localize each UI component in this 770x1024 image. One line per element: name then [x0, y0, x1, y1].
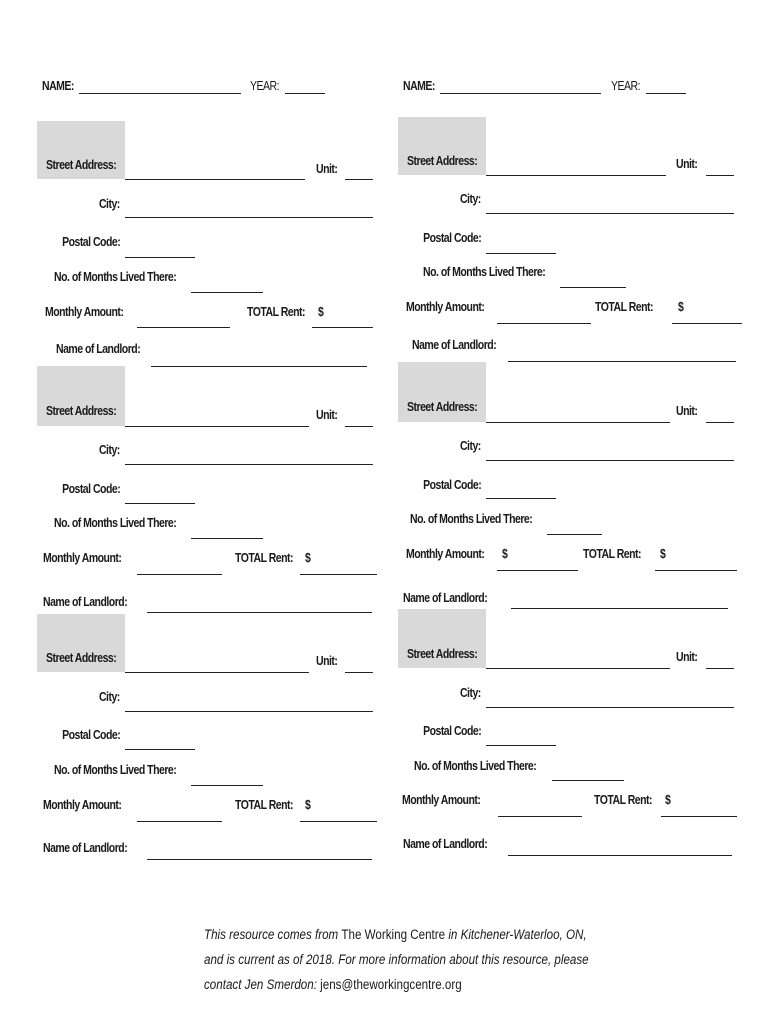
- landlord-label: Name of Landlord:: [412, 338, 497, 352]
- monthly-field[interactable]: [498, 816, 582, 817]
- unit-field[interactable]: [706, 668, 734, 669]
- year-field[interactable]: [646, 93, 686, 94]
- postal-label: Postal Code:: [61, 235, 120, 249]
- postal-label: Postal Code:: [61, 728, 120, 742]
- postal-field[interactable]: [486, 498, 556, 499]
- footer-text: This resource comes from: [204, 927, 342, 942]
- landlord-field[interactable]: [147, 612, 372, 613]
- name-field[interactable]: [79, 93, 241, 94]
- contact-email: jens@theworkingcentre.org: [320, 977, 462, 992]
- unit-field[interactable]: [345, 672, 373, 673]
- total-field[interactable]: [300, 821, 377, 822]
- monthly-label: Monthly Amount:: [43, 798, 122, 812]
- street-field[interactable]: [125, 426, 309, 427]
- street-label: Street Address:: [46, 404, 117, 418]
- postal-field[interactable]: [125, 257, 195, 258]
- unit-field[interactable]: [345, 426, 373, 427]
- total-label: TOTAL Rent:: [235, 798, 294, 812]
- city-label: City:: [99, 443, 120, 457]
- street-label: Street Address:: [46, 158, 117, 172]
- street-label: Street Address:: [46, 651, 117, 665]
- dollar-sign: $: [678, 300, 684, 314]
- dollar-sign: $: [660, 547, 666, 561]
- city-label: City:: [99, 690, 120, 704]
- name-label: NAME:: [42, 79, 74, 93]
- monthly-label: Monthly Amount:: [402, 793, 481, 807]
- postal-field[interactable]: [125, 503, 195, 504]
- months-field[interactable]: [191, 785, 263, 786]
- footer-text: in Kitchener-Waterloo, ON,: [445, 927, 587, 942]
- landlord-label: Name of Landlord:: [403, 591, 488, 605]
- months-label: No. of Months Lived There:: [54, 516, 177, 530]
- organization-name: The Working Centre: [341, 927, 446, 942]
- monthly-field[interactable]: [137, 574, 222, 575]
- city-field[interactable]: [486, 213, 734, 214]
- months-field[interactable]: [560, 287, 626, 288]
- postal-label: Postal Code:: [422, 231, 481, 245]
- unit-field[interactable]: [345, 179, 373, 180]
- monthly-label: Monthly Amount:: [45, 305, 124, 319]
- postal-label: Postal Code:: [61, 482, 120, 496]
- months-field[interactable]: [552, 780, 624, 781]
- footer-line-1: [204, 922, 587, 947]
- monthly-label: Monthly Amount:: [406, 547, 485, 561]
- months-label: No. of Months Lived There:: [54, 270, 177, 284]
- footer-text: contact Jen Smerdon:: [204, 977, 321, 992]
- landlord-label: Name of Landlord:: [56, 342, 141, 356]
- landlord-field[interactable]: [151, 366, 367, 367]
- monthly-label: Monthly Amount:: [406, 300, 485, 314]
- postal-label: Postal Code:: [422, 478, 481, 492]
- landlord-field[interactable]: [508, 855, 732, 856]
- name-field[interactable]: [440, 93, 601, 94]
- street-field[interactable]: [486, 422, 670, 423]
- dollar-sign: $: [502, 547, 508, 561]
- months-label: No. of Months Lived There:: [423, 265, 546, 279]
- street-field[interactable]: [125, 672, 309, 673]
- city-field[interactable]: [125, 464, 373, 465]
- street-label: Street Address:: [407, 400, 478, 414]
- total-field[interactable]: [672, 323, 742, 324]
- monthly-label: Monthly Amount:: [43, 551, 122, 565]
- monthly-field[interactable]: [497, 570, 578, 571]
- city-label: City:: [460, 686, 481, 700]
- footer-line-3: [204, 972, 548, 997]
- unit-label: Unit:: [316, 408, 338, 422]
- postal-label: Postal Code:: [422, 724, 481, 738]
- unit-label: Unit:: [316, 654, 338, 668]
- city-label: City:: [460, 192, 481, 206]
- unit-label: Unit:: [676, 404, 698, 418]
- total-field[interactable]: [661, 816, 737, 817]
- landlord-label: Name of Landlord:: [43, 595, 128, 609]
- months-field[interactable]: [191, 292, 263, 293]
- landlord-label: Name of Landlord:: [403, 837, 488, 851]
- landlord-label: Name of Landlord:: [43, 841, 128, 855]
- total-label: TOTAL Rent:: [247, 305, 306, 319]
- postal-field[interactable]: [486, 745, 556, 746]
- postal-field[interactable]: [486, 253, 556, 254]
- city-label: City:: [460, 439, 481, 453]
- dollar-sign: $: [318, 305, 324, 319]
- total-field[interactable]: [655, 570, 737, 571]
- unit-label: Unit:: [316, 162, 338, 176]
- street-label: Street Address:: [407, 647, 478, 661]
- unit-label: Unit:: [676, 650, 698, 664]
- landlord-field[interactable]: [147, 859, 372, 860]
- total-label: TOTAL Rent:: [594, 793, 653, 807]
- monthly-field[interactable]: [137, 327, 230, 328]
- footer-text: and is current as of 2018. For more information about this resource, please: [204, 952, 589, 967]
- street-field[interactable]: [486, 175, 666, 176]
- unit-field[interactable]: [706, 422, 734, 423]
- unit-label: Unit:: [676, 157, 698, 171]
- total-field[interactable]: [300, 574, 377, 575]
- year-field[interactable]: [285, 93, 325, 94]
- landlord-field[interactable]: [511, 608, 728, 609]
- year-label: YEAR:: [611, 79, 640, 93]
- name-label: NAME:: [403, 79, 435, 93]
- postal-field[interactable]: [125, 749, 195, 750]
- street-field[interactable]: [486, 668, 670, 669]
- city-field[interactable]: [486, 460, 734, 461]
- footer-line-2: [204, 947, 589, 972]
- unit-field[interactable]: [706, 175, 734, 176]
- months-field[interactable]: [547, 534, 602, 535]
- monthly-field[interactable]: [497, 323, 591, 324]
- dollar-sign: $: [665, 793, 671, 807]
- city-field[interactable]: [125, 711, 373, 712]
- dollar-sign: $: [305, 798, 311, 812]
- city-field[interactable]: [486, 707, 734, 708]
- city-field[interactable]: [125, 217, 373, 218]
- year-label: YEAR:: [250, 79, 279, 93]
- months-field[interactable]: [191, 538, 263, 539]
- months-label: No. of Months Lived There:: [54, 763, 177, 777]
- total-label: TOTAL Rent:: [235, 551, 294, 565]
- city-label: City:: [99, 197, 120, 211]
- dollar-sign: $: [305, 551, 311, 565]
- monthly-field[interactable]: [137, 821, 222, 822]
- street-field[interactable]: [125, 179, 305, 180]
- street-label: Street Address:: [407, 154, 478, 168]
- total-label: TOTAL Rent:: [595, 300, 654, 314]
- footer-note: [204, 922, 589, 997]
- landlord-field[interactable]: [508, 361, 736, 362]
- total-field[interactable]: [312, 327, 373, 328]
- months-label: No. of Months Lived There:: [410, 512, 533, 526]
- months-label: No. of Months Lived There:: [414, 759, 537, 773]
- total-label: TOTAL Rent:: [583, 547, 642, 561]
